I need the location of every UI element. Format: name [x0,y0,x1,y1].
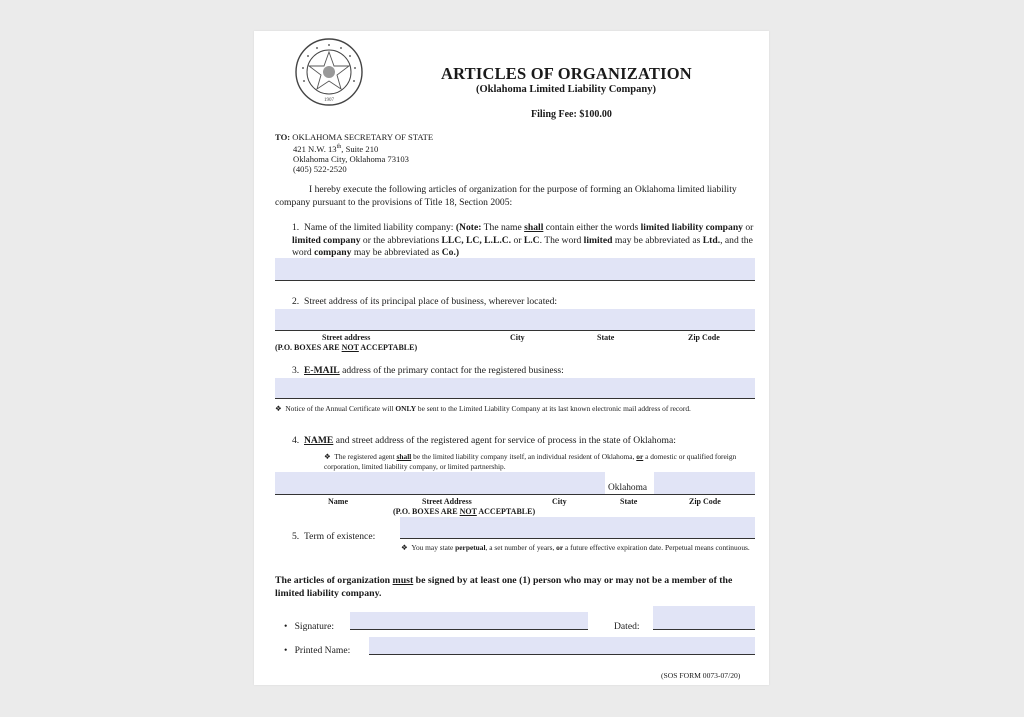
agent-col-state: State [620,497,638,506]
item1-ltd: Ltd. [702,234,721,246]
agent-name-address-field[interactable] [275,472,605,494]
item1-text [292,222,756,260]
term-of-existence-field[interactable] [400,517,755,538]
agent-col-street: Street Address [422,497,472,506]
item1-text-g: . The word [539,234,584,246]
agent-note-mid: be the limited liability company itself, an individual resident of Oklahoma, [411,452,637,461]
email-rule [275,398,755,399]
agent-col-zip: Zip Code [689,497,721,506]
agent-po-not: NOT [459,507,477,516]
item1-company: company [314,247,352,258]
item1-text-h: may be abbreviated as [612,234,703,246]
term-note-perpetual: perpetual [455,543,486,552]
item3-text-rest: address of the primary contact for the registered business: [339,365,564,376]
item3-email-word: E-MAIL [304,365,340,376]
item1-llc-words: limited liability company [640,222,743,233]
term-note-post: a future effective expiration date. Perpetual means continuous. [563,543,750,552]
signature-rule [350,629,588,630]
agent-note-or: or [636,452,644,461]
item1-text-d: or [742,222,754,233]
signing-must: must [392,575,414,586]
item1-co: Co.) [441,247,460,258]
term-note-or: or [556,543,564,552]
agent-note-pre: The registered agent [334,452,397,461]
agent-po-pre: (P.O. BOXES ARE [393,507,460,516]
signing-post: be signed by at least one (1) person who may or may not be a member of the limited liability company. [275,575,733,599]
item4-num: 4. [292,435,300,446]
item1-text-b: The name [481,222,525,233]
item1-lc-words: limited company [292,234,361,246]
printed-name-rule [369,654,755,655]
email-field[interactable] [275,378,755,398]
diamond-bullet-icon: ❖ [275,404,282,413]
term-note-pre: You may state [411,543,456,552]
signature-field[interactable] [350,612,588,629]
agent-po-box-warning [393,507,535,516]
item1-text-i: , and the word [292,234,753,258]
item5-text: 5. Term of existence: [292,531,376,542]
agent-col-city: City [552,497,567,506]
to-label: TO: [275,132,291,142]
address-line2: Oklahoma City, Oklahoma 73103 [293,153,409,164]
registered-agent-note [324,452,756,472]
item1-lc-abbrev: L.C [523,234,540,246]
signature-row [284,621,334,632]
item4-text [292,435,676,446]
agent-zip-field[interactable] [654,472,755,494]
item1-text-e: or the abbreviations [360,234,442,246]
agent-note-post: a domestic or qualified foreign corporation, limited liability company, or limited partnership. [324,452,737,471]
item1-shall: shall [524,222,544,233]
date-rule [653,629,755,630]
notice-only: ONLY [395,404,417,413]
recipient-office: OKLAHOMA SECRETARY OF STATE [292,132,434,142]
date-field[interactable] [653,606,755,629]
printed-name-row [284,645,350,656]
po-warning-pre: (P.O. BOXES ARE [275,343,342,352]
intro-paragraph: I hereby execute the following articles of organization for the purpose of forming an Oklahoma limited liability company pursuant to the provisions of Title 18, Section 2005: [275,184,737,208]
item4-name-word: NAME [304,435,334,446]
po-warning-post: ACCEPTABLE) [358,343,418,352]
bullet-icon: • [284,645,288,656]
svg-text:1907: 1907 [324,98,334,103]
col-zip: Zip Code [688,333,720,342]
col-state: State [597,333,615,342]
agent-note-shall: shall [396,452,412,461]
signing-pre: The articles of organization [275,575,393,586]
agent-col-name: Name [328,497,348,506]
col-city: City [510,333,525,342]
po-box-warning [275,343,417,352]
item4-text-rest: and street address of the registered agent for service of process in the state of Oklahoma: [333,435,676,446]
item1-text-j: may be abbreviated as [351,247,442,258]
phone-number: (405) 522-2520 [293,163,347,174]
form-page [254,31,769,685]
annual-certificate-notice [275,404,757,414]
filing-fee: Filing Fee: $100.00 [531,109,612,120]
item1-label: 1. Name of the limited liability company: [292,222,456,233]
term-rule [400,538,755,539]
form-subtitle: (Oklahoma Limited Liability Company) [476,84,656,95]
term-note [401,543,757,553]
diamond-bullet-icon: ❖ [324,452,331,461]
address-line1: 421 N.W. 13 [293,143,337,154]
term-note-mid: , a set number of years, [485,543,557,552]
signing-statement [275,575,757,600]
form-title: ARTICLES OF ORGANIZATION [441,64,692,83]
item1-limited: limited [583,234,613,246]
notice-pre: Notice of the Annual Certificate will [285,404,396,413]
address-line1-sup: th [336,144,342,150]
state-seal-icon [294,37,364,107]
form-number: (SOS FORM 0073-07/20) [661,671,741,680]
notice-post: be sent to the Limited Liability Company at its last known electronic mail address of record. [416,404,691,413]
item2-text: 2. Street address of its principal place of business, wherever located: [292,296,558,307]
po-warning-not: NOT [341,343,359,352]
item1-text-c: contain either the words [543,222,641,233]
item1-text-f: or [511,234,524,246]
col-street-address: Street address [322,333,371,342]
item1-note-label: (Note: [455,222,482,233]
recipient-address [275,132,433,174]
dated-label: Dated: [614,621,640,632]
item3-num: 3. [292,365,300,376]
agent-address-rule [275,494,755,495]
item1-abbrevs: LLC, LC, L.L.C. [441,234,512,246]
item3-text [292,365,564,376]
address-line1-suite: , Suite 210 [341,143,379,154]
diamond-bullet-icon: ❖ [401,543,408,552]
company-name-rule [275,280,755,281]
principal-address-field[interactable] [275,309,755,330]
agent-state-value: Oklahoma [608,483,648,493]
principal-address-rule [275,330,755,331]
printed-name-field[interactable] [369,637,755,654]
company-name-field[interactable] [275,258,755,280]
agent-po-post: ACCEPTABLE) [476,507,536,516]
bullet-icon: • [284,621,288,632]
printed-name-label: Printed Name: [294,645,351,656]
signature-label: Signature: [294,621,334,632]
